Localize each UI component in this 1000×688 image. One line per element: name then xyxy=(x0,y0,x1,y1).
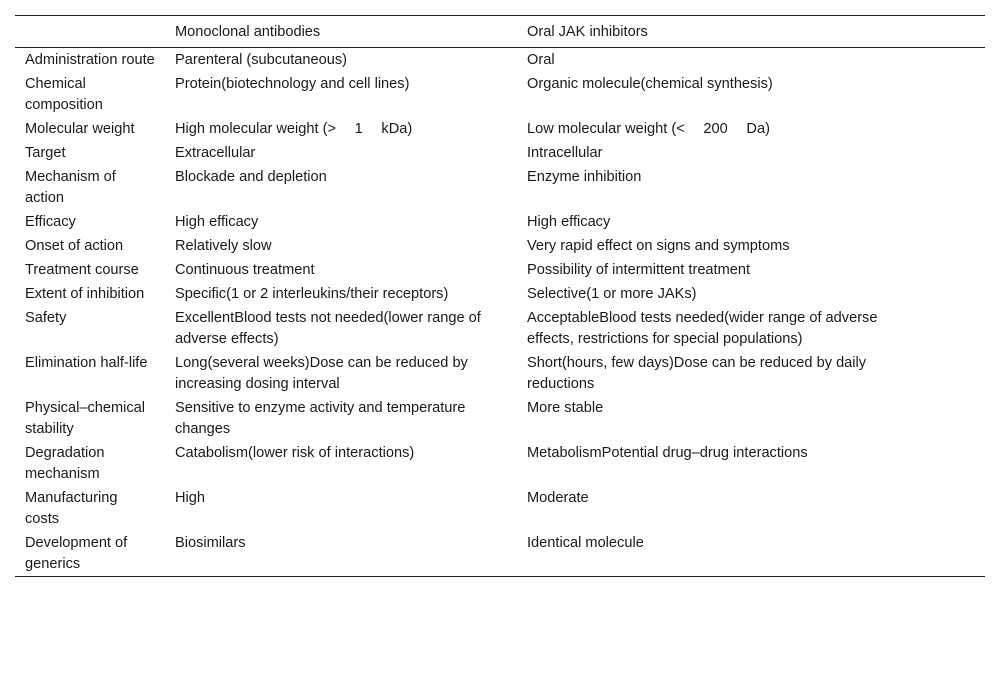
table-row xyxy=(15,72,985,117)
table-row xyxy=(15,351,985,396)
oral-jak-inhibitors-cell: Organic molecule(chemical synthesis) xyxy=(527,76,773,92)
oral-jak-inhibitors-cell: Identical molecule xyxy=(527,535,644,551)
row-label: Extent of inhibition xyxy=(25,286,145,302)
oral-jak-inhibitors-cell: Oral xyxy=(527,52,555,68)
table-row xyxy=(15,396,985,441)
table-row xyxy=(15,234,985,258)
row-label: Onset of action xyxy=(25,238,124,254)
row-label: Degradation mechanism xyxy=(25,445,105,482)
row-label: Chemical composition xyxy=(25,76,103,113)
monoclonal-antibodies-cell: Relatively slow xyxy=(175,238,272,254)
monoclonal-antibodies-cell: Sensitive to enzyme activity and temperature changes xyxy=(175,400,466,437)
table-row xyxy=(15,258,985,282)
comparison-table xyxy=(15,15,985,577)
monoclonal-antibodies-cell: Continuous treatment xyxy=(175,262,315,278)
header-cell-monoclonal-antibodies: Monoclonal antibodies xyxy=(175,23,321,40)
table-row xyxy=(15,306,985,351)
oral-jak-inhibitors-cell: Possibility of intermittent treatment xyxy=(527,262,751,278)
table-row xyxy=(15,165,985,210)
monoclonal-antibodies-cell: High efficacy xyxy=(175,214,259,230)
oral-jak-inhibitors-cell: Very rapid effect on signs and symptoms xyxy=(527,238,790,254)
monoclonal-antibodies-cell: Catabolism(lower risk of interactions) xyxy=(175,445,415,461)
monoclonal-antibodies-cell: Protein(biotechnology and cell lines) xyxy=(175,76,410,92)
table-row xyxy=(15,441,985,486)
monoclonal-antibodies-cell: Blockade and depletion xyxy=(175,169,327,185)
table-body xyxy=(15,48,985,577)
monoclonal-antibodies-cell: Biosimilars xyxy=(175,535,246,551)
oral-jak-inhibitors-cell: MetabolismPotential drug–drug interactions xyxy=(527,445,808,461)
table-row xyxy=(15,282,985,306)
row-label: Mechanism of action xyxy=(25,169,116,206)
table-row xyxy=(15,117,985,141)
monoclonal-antibodies-cell: Long(several weeks)Dose can be reduced by increasing dosing interval xyxy=(175,355,468,392)
oral-jak-inhibitors-cell: More stable xyxy=(527,400,604,416)
oral-jak-inhibitors-cell: Short(hours, few days)Dose can be reduced by daily reductions xyxy=(527,355,867,392)
table-row xyxy=(15,48,985,73)
row-label: Efficacy xyxy=(25,214,76,230)
table-row xyxy=(15,141,985,165)
row-label: Administration route xyxy=(25,52,155,68)
table-row xyxy=(15,486,985,531)
oral-jak-inhibitors-cell: Enzyme inhibition xyxy=(527,169,642,185)
monoclonal-antibodies-cell: Extracellular xyxy=(175,145,256,161)
header-cell-property xyxy=(15,16,165,48)
monoclonal-antibodies-cell: High molecular weight (> 1 kDa) xyxy=(175,121,413,137)
oral-jak-inhibitors-cell: Selective(1 or more JAKs) xyxy=(527,286,697,302)
oral-jak-inhibitors-cell: High efficacy xyxy=(527,214,611,230)
monoclonal-antibodies-cell: Specific(1 or 2 interleukins/their receptors) xyxy=(175,286,449,302)
table-row xyxy=(15,531,985,577)
oral-jak-inhibitors-cell: Intracellular xyxy=(527,145,603,161)
row-label: Development of generics xyxy=(25,535,128,572)
oral-jak-inhibitors-cell: AcceptableBlood tests needed(wider range of adverse effects, restrictions for special populations) xyxy=(527,310,878,347)
row-label: Physical–chemical stability xyxy=(25,400,146,437)
row-label: Safety xyxy=(25,310,67,326)
oral-jak-inhibitors-cell: Moderate xyxy=(527,490,589,506)
monoclonal-antibodies-cell: Parenteral (subcutaneous) xyxy=(175,52,347,68)
table-row xyxy=(15,210,985,234)
header-row xyxy=(15,16,985,48)
row-label: Molecular weight xyxy=(25,121,135,137)
monoclonal-antibodies-cell: High xyxy=(175,490,206,506)
row-label: Target xyxy=(25,145,66,161)
monoclonal-antibodies-cell: ExcellentBlood tests not needed(lower range of adverse effects) xyxy=(175,310,481,347)
row-label: Treatment course xyxy=(25,262,139,278)
oral-jak-inhibitors-cell: Low molecular weight (< 200 Da) xyxy=(527,121,770,137)
header-cell-oral-jak-inhibitors: Oral JAK inhibitors xyxy=(527,23,648,40)
table-header xyxy=(15,16,985,48)
comparison-table-container xyxy=(15,15,985,577)
row-label: Elimination half-life xyxy=(25,355,148,371)
row-label: Manufacturing costs xyxy=(25,490,118,527)
